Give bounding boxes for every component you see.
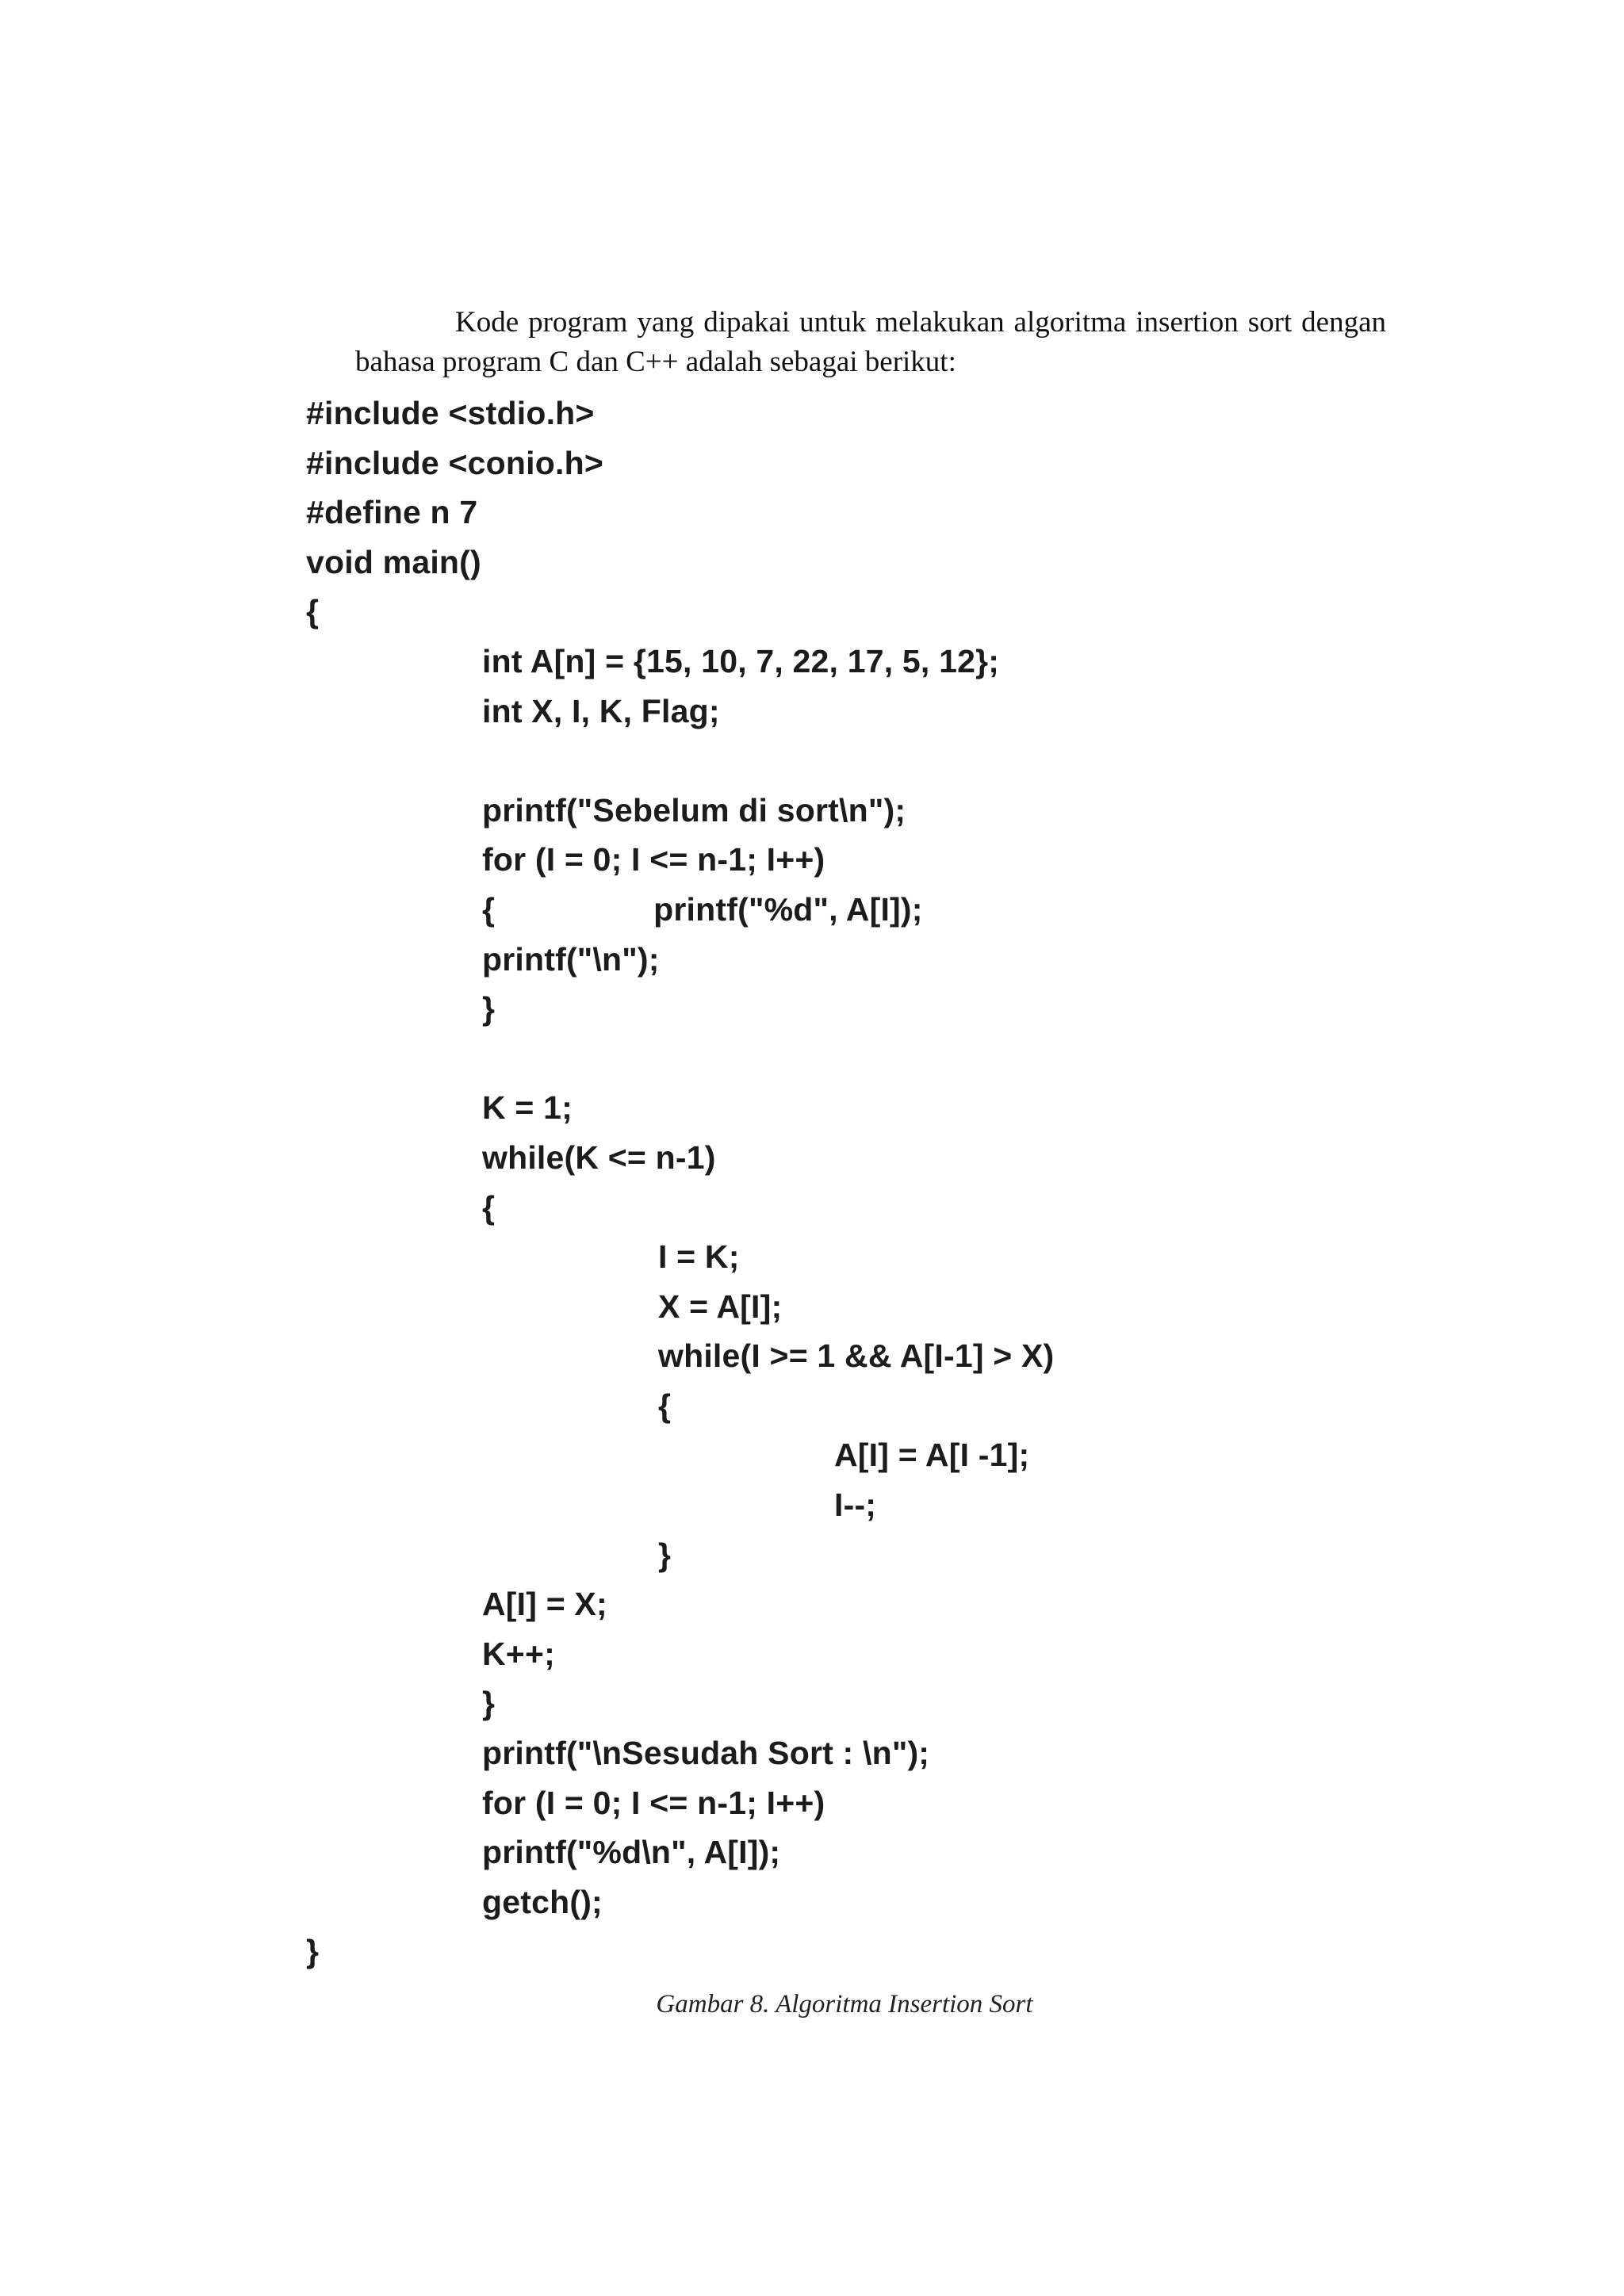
code-line [306, 885, 1496, 935]
intro-paragraph: Kode program yang dipakai untuk melakukan algoritma insertion sort dengan bahasa program C dan C++ adalah sebagai berikut: [355, 306, 1386, 378]
code-token: printf("%d", A[I]); [653, 890, 923, 928]
blank-line [306, 736, 1496, 786]
code-line: for (I = 0; I <= n-1; I++) [482, 1784, 825, 1821]
code-line: void main() [306, 543, 481, 580]
code-line: } [306, 1933, 320, 1970]
code-line: { [306, 593, 320, 630]
code-line: #include <stdio.h> [306, 395, 595, 431]
code-line: printf("Sebelum di sort\n"); [482, 791, 906, 828]
code-line: printf("%d\n", A[I]); [482, 1834, 781, 1871]
code-line: X = A[I]; [658, 1288, 783, 1325]
blank-line [306, 1034, 1496, 1084]
code-line: } [482, 990, 496, 1027]
code-line: I = K; [658, 1238, 740, 1276]
code-listing [306, 388, 1496, 1976]
code-line: for (I = 0; I <= n-1; I++) [482, 841, 825, 878]
code-line: } [658, 1536, 672, 1573]
code-line: printf("\n"); [482, 940, 660, 978]
code-line: A[I] = A[I -1]; [834, 1437, 1030, 1474]
code-line: int X, I, K, Flag; [482, 692, 720, 729]
code-line: A[I] = X; [482, 1586, 607, 1623]
code-line: printf("\nSesudah Sort : \n"); [482, 1735, 930, 1772]
code-token: { [482, 890, 496, 928]
code-line: I--; [834, 1487, 877, 1524]
code-line: int A[n] = {15, 10, 7, 22, 17, 5, 12}; [482, 642, 1000, 679]
code-line: #include <conio.h> [306, 444, 603, 481]
code-line: K++; [482, 1635, 555, 1672]
code-line: while(I >= 1 && A[I-1] > X) [658, 1337, 1055, 1375]
code-line: { [658, 1387, 672, 1424]
figure-caption: Gambar 8. Algoritma Insertion Sort [656, 1990, 1033, 2019]
code-line: } [482, 1685, 496, 1722]
code-line: K = 1; [482, 1089, 573, 1127]
code-line: getch(); [482, 1883, 603, 1920]
code-line: while(K <= n-1) [482, 1138, 716, 1176]
code-line: { [482, 1188, 496, 1226]
code-line: #define n 7 [306, 494, 478, 531]
